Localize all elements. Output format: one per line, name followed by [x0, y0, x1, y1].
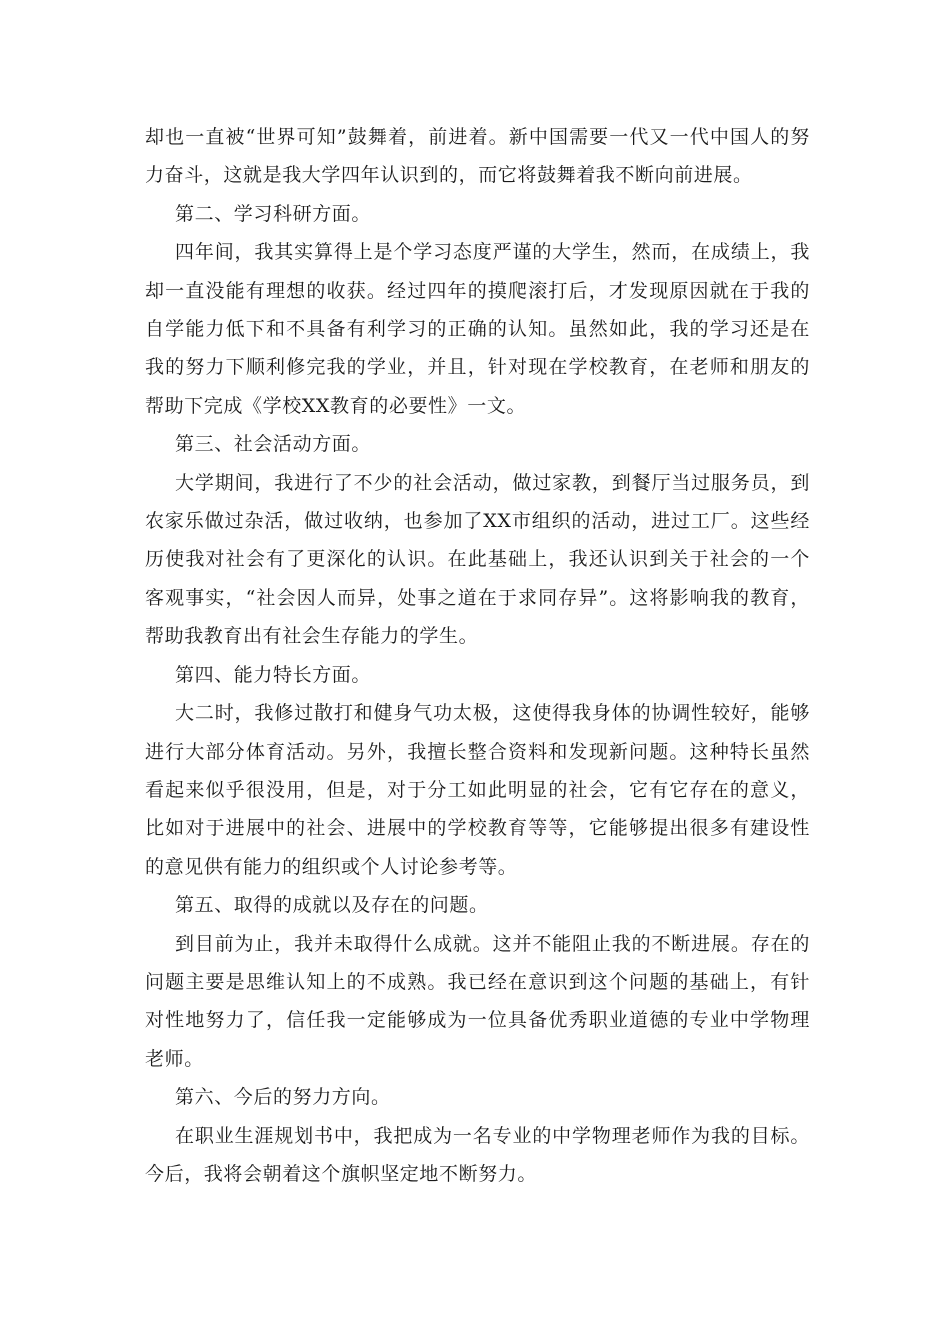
paragraph-achievements: 到目前为止，我并未取得什么成就。这并不能阻止我的不断进展。存在的问题主要是思维认知上的不成熟。我已经在意识到这个问题的基础上，有针对性地努力了，信任我一定能够成为一位具备优秀职业道德的专业中学物理老师。: [145, 932, 810, 1070]
section-heading-achievements: 第五、取得的成就以及存在的问题。: [175, 894, 489, 917]
paragraph-study: 四年间，我其实算得上是个学习态度严谨的大学生，然而，在成绩上，我却一直没能有理想的收获。经过四年的摸爬滚打后，才发现原因就在于我的自学能力低下和不具备有利学习的正确的认知。虽然如此，我的学习还是在我的努力下顺利修完我的学业，并且，针对现在学校教育，在老师和朋友的帮助下完成《学校XX教育的必要性》一文。: [145, 241, 810, 417]
section-heading-study: 第二、学习科研方面。: [175, 202, 372, 225]
paragraph-future: 在职业生涯规划书中，我把成为一名专业的中学物理老师作为我的目标。今后，我将会朝着这个旗帜坚定地不断努力。: [145, 1124, 810, 1185]
paragraph-skills: 大二时，我修过散打和健身气功太极，这使得我身体的协调性较好，能够进行大部分体育活动。另外，我擅长整合资料和发现新问题。这种特长虽然看起来似乎很没用，但是，对于分工如此明显的社会，它有它存在的意义，比如对于进展中的社会、进展中的学校教育等等，它能够提出很多有建设性的意见供有能力的组织或个人讨论参考等。: [145, 702, 810, 878]
section-heading-social: 第三、社会活动方面。: [175, 433, 372, 456]
paragraph-social: 大学期间，我进行了不少的社会活动，做过家教，到餐厅当过服务员，到农家乐做过杂活，做过收纳，也参加了XX市组织的活动，进过工厂。这些经历使我对社会有了更深化的认识。在此基础上，我还认识到关于社会的一个客观事实，“社会因人而异，处事之道在于求同存异”。这将影响我的教育，帮助我教育出有社会生存能力的学生。: [145, 471, 810, 648]
paragraph-continuation: 却也一直被“世界可知”鼓舞着，前进着。新中国需要一代又一代中国人的努力奋斗，这就是我大学四年认识到的，而它将鼓舞着我不断向前进展。: [145, 126, 810, 187]
section-heading-future: 第六、今后的努力方向。: [175, 1086, 391, 1109]
section-heading-skills: 第四、能力特长方面。: [175, 663, 372, 686]
document-body: [145, 118, 810, 1193]
